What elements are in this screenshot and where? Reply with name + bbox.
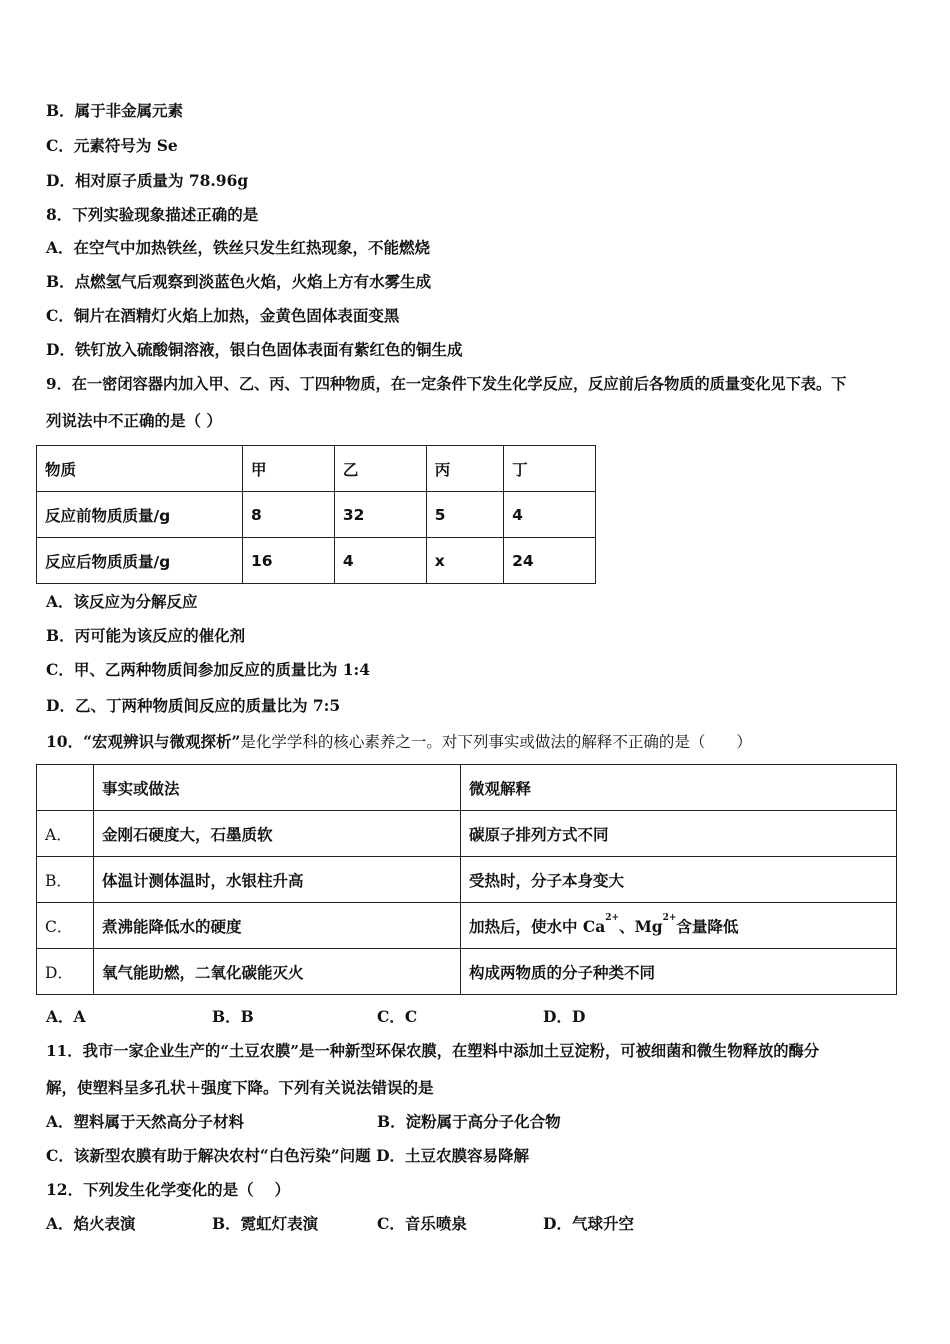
q7-option-d: D．相对原子质量为 78.96g — [46, 171, 249, 190]
table-cell: 甲 — [243, 446, 335, 492]
q10-stem-plain: 是化学学科的核心素养之一。对下列事实或做法的解释不正确的是（ ） — [240, 733, 752, 751]
table-cell: 5 — [426, 492, 503, 538]
q7-option-c: C．元素符号为 Se — [46, 136, 178, 155]
table-cell: 反应后物质质量/g — [37, 538, 243, 584]
table-cell: 煮沸能降低水的硬度 — [94, 903, 461, 949]
table-cell: 受热时，分子本身变大 — [461, 857, 897, 903]
q9-option-d: D．乙、丁两种物质间反应的质量比为 7:5 — [46, 696, 341, 715]
table-row — [37, 949, 897, 995]
table-cell: 24 — [504, 538, 596, 584]
table-cell: 丁 — [504, 446, 596, 492]
table-row — [37, 538, 596, 584]
table-cell: 碳原子排列方式不同 — [461, 811, 897, 857]
q9-stem-line1: 9．在一密闭容器内加入甲、乙、丙、丁四种物质，在一定条件下发生化学反应，反应前后各物质的质量变化见下表。下 — [46, 375, 847, 393]
q10-option-c: C．C — [377, 1007, 418, 1026]
q12-stem: 12．下列发生化学变化的是（ ） — [46, 1180, 290, 1199]
table-cell — [461, 903, 897, 949]
q11-option-b: B．淀粉属于高分子化合物 — [377, 1112, 561, 1131]
q11-option-cd: C．该新型农膜有助于解决农村“白色污染”问题 D．土豆农膜容易降解 — [46, 1146, 530, 1165]
q8-option-a: A．在空气中加热铁丝，铁丝只发生红热现象，不能燃烧 — [46, 238, 431, 257]
table-cell: 乙 — [334, 446, 426, 492]
table-cell: 4 — [504, 492, 596, 538]
superscript: 2+ — [662, 912, 677, 923]
q8-option-b: B．点燃氢气后观察到淡蓝色火焰，火焰上方有水雾生成 — [46, 272, 432, 291]
q12-option-a: A．焰火表演 — [46, 1214, 136, 1233]
table-row — [37, 857, 897, 903]
q12-option-c: C．音乐喷泉 — [377, 1214, 467, 1233]
table-row — [37, 446, 596, 492]
table-cell: A． — [37, 811, 94, 857]
q10-option-d: D．D — [543, 1007, 586, 1026]
table-cell: 32 — [334, 492, 426, 538]
table-cell: x — [426, 538, 503, 584]
table-row — [37, 765, 897, 811]
table-cell: 体温计测体温时，水银柱升高 — [94, 857, 461, 903]
table-cell: 4 — [334, 538, 426, 584]
q12-option-b: B．霓虹灯表演 — [212, 1214, 319, 1233]
table-cell — [37, 765, 94, 811]
q10-option-b: B．B — [212, 1007, 254, 1026]
q8-option-c: C．铜片在酒精灯火焰上加热，金黄色固体表面变黑 — [46, 306, 400, 325]
table-cell: 反应前物质质量/g — [37, 492, 243, 538]
table-cell: 物质 — [37, 446, 243, 492]
q10-stem-bold: 10．“宏观辨识与微观探析” — [46, 732, 241, 751]
q11-stem-line2: 解，使塑料呈多孔状＋强度下降。下列有关说法错误的是 — [46, 1078, 434, 1097]
q12-option-d: D．气球升空 — [543, 1214, 634, 1233]
q7-option-b: B．属于非金属元素 — [46, 101, 184, 120]
table-row — [37, 903, 897, 949]
micro-text: 含量降低 — [676, 916, 739, 936]
q9-option-a: A．该反应为分解反应 — [46, 592, 198, 611]
q10-explanation-table — [36, 764, 897, 995]
q9-mass-table — [36, 445, 596, 584]
micro-text: 、Mg — [619, 916, 663, 936]
q9-stem-line2: 列说法中不正确的是（ ） — [46, 411, 222, 430]
q8-stem: 8．下列实验现象描述正确的是 — [46, 205, 259, 224]
table-cell: 微观解释 — [461, 765, 897, 811]
table-cell: C． — [37, 903, 94, 949]
table-cell: 氧气能助燃，二氧化碳能灭火 — [94, 949, 461, 995]
table-row — [37, 492, 596, 538]
table-cell: 事实或做法 — [94, 765, 461, 811]
q9-option-b: B．丙可能为该反应的催化剂 — [46, 626, 246, 645]
q11-option-a: A．塑料属于天然高分子材料 — [46, 1112, 245, 1131]
superscript: 2+ — [605, 912, 620, 923]
table-cell: 丙 — [426, 446, 503, 492]
q11-stem-line1: 11．我市一家企业生产的“土豆农膜”是一种新型环保农膜，在塑料中添加土豆淀粉，可被细菌和微生物释放的酶分 — [46, 1042, 820, 1060]
table-cell: B． — [37, 857, 94, 903]
micro-text: 加热后，使水中 Ca — [469, 916, 606, 936]
table-cell: 构成两物质的分子种类不同 — [461, 949, 897, 995]
table-cell: 16 — [243, 538, 335, 584]
table-cell: 8 — [243, 492, 335, 538]
table-cell: 金刚石硬度大，石墨质软 — [94, 811, 461, 857]
q10-option-a: A．A — [46, 1007, 86, 1026]
table-row — [37, 811, 897, 857]
q9-option-c: C．甲、乙两种物质间参加反应的质量比为 1:4 — [46, 660, 371, 679]
table-cell: D． — [37, 949, 94, 995]
q8-option-d: D．铁钉放入硫酸铜溶液，银白色固体表面有紫红色的铜生成 — [46, 340, 463, 359]
q10-stem — [46, 732, 752, 752]
